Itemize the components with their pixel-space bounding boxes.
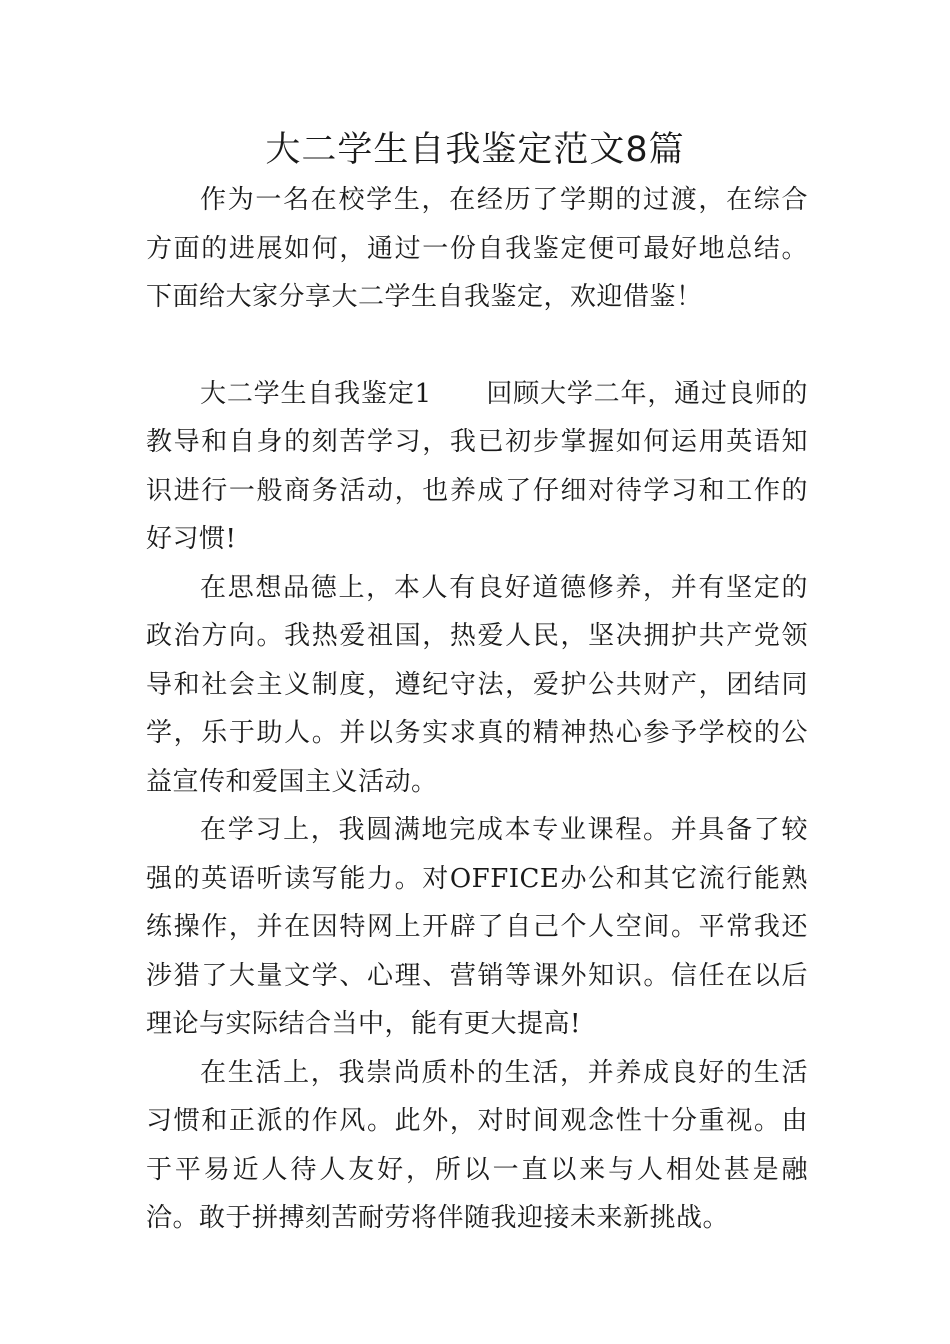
section-1-heading: 大二学生自我鉴定1 xyxy=(200,378,432,409)
section-1-first-text: 回顾大学二年，通过良师的教导和自身的刻苦学习，我已初步掌握如何运用英语知识进行一般商务活动，也养成了仔细对待学习和工作的好习惯! xyxy=(146,378,808,554)
section-1-paragraph: 在生活上，我崇尚质朴的生活，并养成良好的生活习惯和正派的作风。此外，对时间观念性十分重视。由于平易近人待人友好，所以一直以来与人相处甚是融洽。敢于拼搏刻苦耐劳将伴随我迎接未来新挑战。 xyxy=(146,1057,808,1233)
section-1-paragraph: 在学习上，我圆满地完成本专业课程。并具备了较强的英语听读写能力。对OFFICE办公和其它流行能熟练操作，并在因特网上开辟了自己个人空间。平常我还涉猎了大量文学、心理、营销等课外知识。信任在以后理论与实际结合当中，能有更大提高! xyxy=(146,815,808,1039)
document-title: 大二学生自我鉴定范文8篇 xyxy=(265,130,685,170)
document-body xyxy=(146,176,808,1243)
heading-spacing xyxy=(432,379,487,409)
spacer xyxy=(146,322,808,370)
intro-paragraph: 作为一名在校学生，在经历了学期的过渡，在综合方面的进展如何，通过一份自我鉴定便可最好地总结。下面给大家分享大二学生自我鉴定，欢迎借鉴！ xyxy=(146,185,808,312)
section-1-first-paragraph xyxy=(146,370,808,564)
section-1-paragraph: 在思想品德上，本人有良好道德修养，并有坚定的政治方向。我热爱祖国，热爱人民，坚决拥护共产党领导和社会主义制度，遵纪守法，爱护公共财产，团结同学，乐于助人。并以务实求真的精神热心参予学校的公益宣传和爱国主义活动。 xyxy=(146,572,808,797)
